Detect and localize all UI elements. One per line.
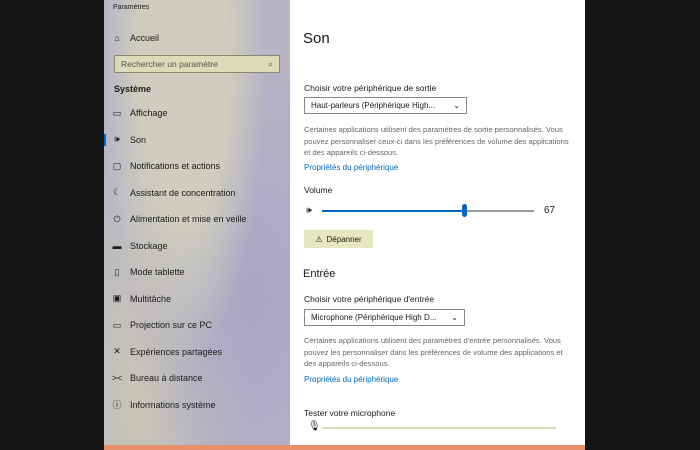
sidebar-item-label: Assistant de concentration [130, 187, 236, 198]
sidebar-item-label: Informations système [130, 399, 216, 410]
sidebar-item-label: Affichage [130, 108, 168, 118]
sidebar-item-home[interactable] [104, 29, 290, 47]
home-icon: ⌂ [114, 33, 120, 43]
input-heading: Entrée [303, 268, 336, 280]
volume-thumb[interactable] [462, 204, 467, 217]
sidebar-item-label: Mode tablette [130, 267, 185, 277]
sidebar-item-label: Son [130, 134, 147, 145]
output-description: Certaines applications utilisent des paramètres de sortie personnalisés. Vous pouvez personnaliser ceux-ci dans les préférences de volume des applications et des appareils ci-dessous. [304, 125, 569, 157]
notification-icon: ▢ [112, 160, 122, 171]
search-input[interactable] [114, 55, 280, 73]
input-device-value: Microphone (Périphérique High D... [311, 313, 437, 322]
sidebar-item-stockage[interactable] [104, 237, 290, 255]
search-placeholder: Rechercher un paramètre [121, 59, 218, 69]
volume-label: Volume [304, 185, 333, 195]
sidebar-item-label: Expériences partagées [130, 346, 223, 357]
output-label: Choisir votre périphérique de sortie [304, 83, 437, 93]
search-icon: ⌕ [268, 59, 273, 69]
volume-fill [322, 210, 464, 212]
sidebar-item-label: Multitâche [130, 293, 172, 304]
sidebar-item-expériences-partagées[interactable] [104, 343, 290, 361]
sidebar-item-alimentation-et-mise-en-veille[interactable] [104, 210, 290, 228]
input-device-dropdown[interactable] [304, 309, 465, 326]
bottom-bar [104, 445, 585, 450]
sidebar [104, 0, 290, 446]
microphone-icon: 🎙 [308, 421, 321, 432]
mic-test-label: Tester votre microphone [304, 408, 396, 418]
troubleshoot-button[interactable] [304, 230, 373, 248]
input-properties-link[interactable]: Propriétés du périphérique [304, 375, 399, 384]
volume-value: 67 [544, 205, 556, 216]
sidebar-item-label: Projection sur ce PC [130, 320, 213, 330]
input-label: Choisir votre périphérique d'entrée [304, 294, 435, 304]
power-icon: ⏻ [113, 213, 121, 224]
sidebar-item-informations-système[interactable] [104, 396, 290, 414]
sidebar-item-affichage[interactable] [104, 104, 290, 122]
warning-icon: ⚠ [315, 234, 323, 244]
output-device-value: Haut-parleurs (Périphérique High... [311, 101, 436, 110]
home-label: Accueil [130, 33, 160, 43]
volume-slider[interactable] [322, 210, 534, 212]
shared-icon: ✕ [113, 346, 121, 356]
sidebar-item-son[interactable] [104, 131, 290, 149]
sidebar-item-label: Stockage [130, 240, 168, 251]
sidebar-item-assistant-de-concentration[interactable] [104, 184, 290, 202]
projection-icon: ▭ [112, 319, 122, 330]
chevron-down-icon: ⌄ [451, 313, 458, 322]
output-properties-link[interactable]: Propriétés du périphérique [304, 163, 399, 172]
page-title: Son [303, 30, 330, 47]
section-heading: Système [114, 84, 152, 94]
content-pane [290, 0, 585, 446]
info-icon: ⓘ [112, 400, 122, 410]
sidebar-item-projection-sur-ce-pc[interactable] [104, 316, 290, 334]
moon-icon: ☾ [112, 187, 122, 197]
sidebar-item-multitâche[interactable] [104, 290, 290, 308]
chevron-down-icon: ⌄ [453, 101, 460, 110]
sidebar-item-notifications-et-actions[interactable] [104, 157, 290, 175]
monitor-icon: ▭ [112, 107, 122, 118]
sidebar-item-bureau-à-distance[interactable] [104, 369, 290, 387]
app-title: Paramètres [113, 4, 150, 11]
speaker-icon: 🕪 [306, 205, 312, 215]
mic-level-bar [322, 427, 556, 429]
storage-icon: ▬ [112, 240, 122, 251]
sidebar-item-label: Notifications et actions [130, 161, 221, 171]
output-device-dropdown[interactable] [304, 97, 467, 114]
troubleshoot-label: Dépanner [326, 234, 362, 244]
sidebar-item-label: Bureau à distance [130, 373, 203, 383]
sidebar-item-mode-tablette[interactable] [104, 263, 290, 281]
speaker-icon: 🕪 [114, 134, 120, 144]
remote-icon: >< [111, 373, 123, 383]
multitask-icon: ▣ [112, 293, 122, 303]
tablet-icon: ▯ [114, 266, 120, 277]
sidebar-item-label: Alimentation et mise en veille [130, 214, 247, 224]
input-description: Certaines applications utilisent des paramètres d'entrée personnalisés. Vous pouvez les personnaliser dans les préférences de volume des applications et des appareils ci-dessous. [304, 336, 563, 368]
